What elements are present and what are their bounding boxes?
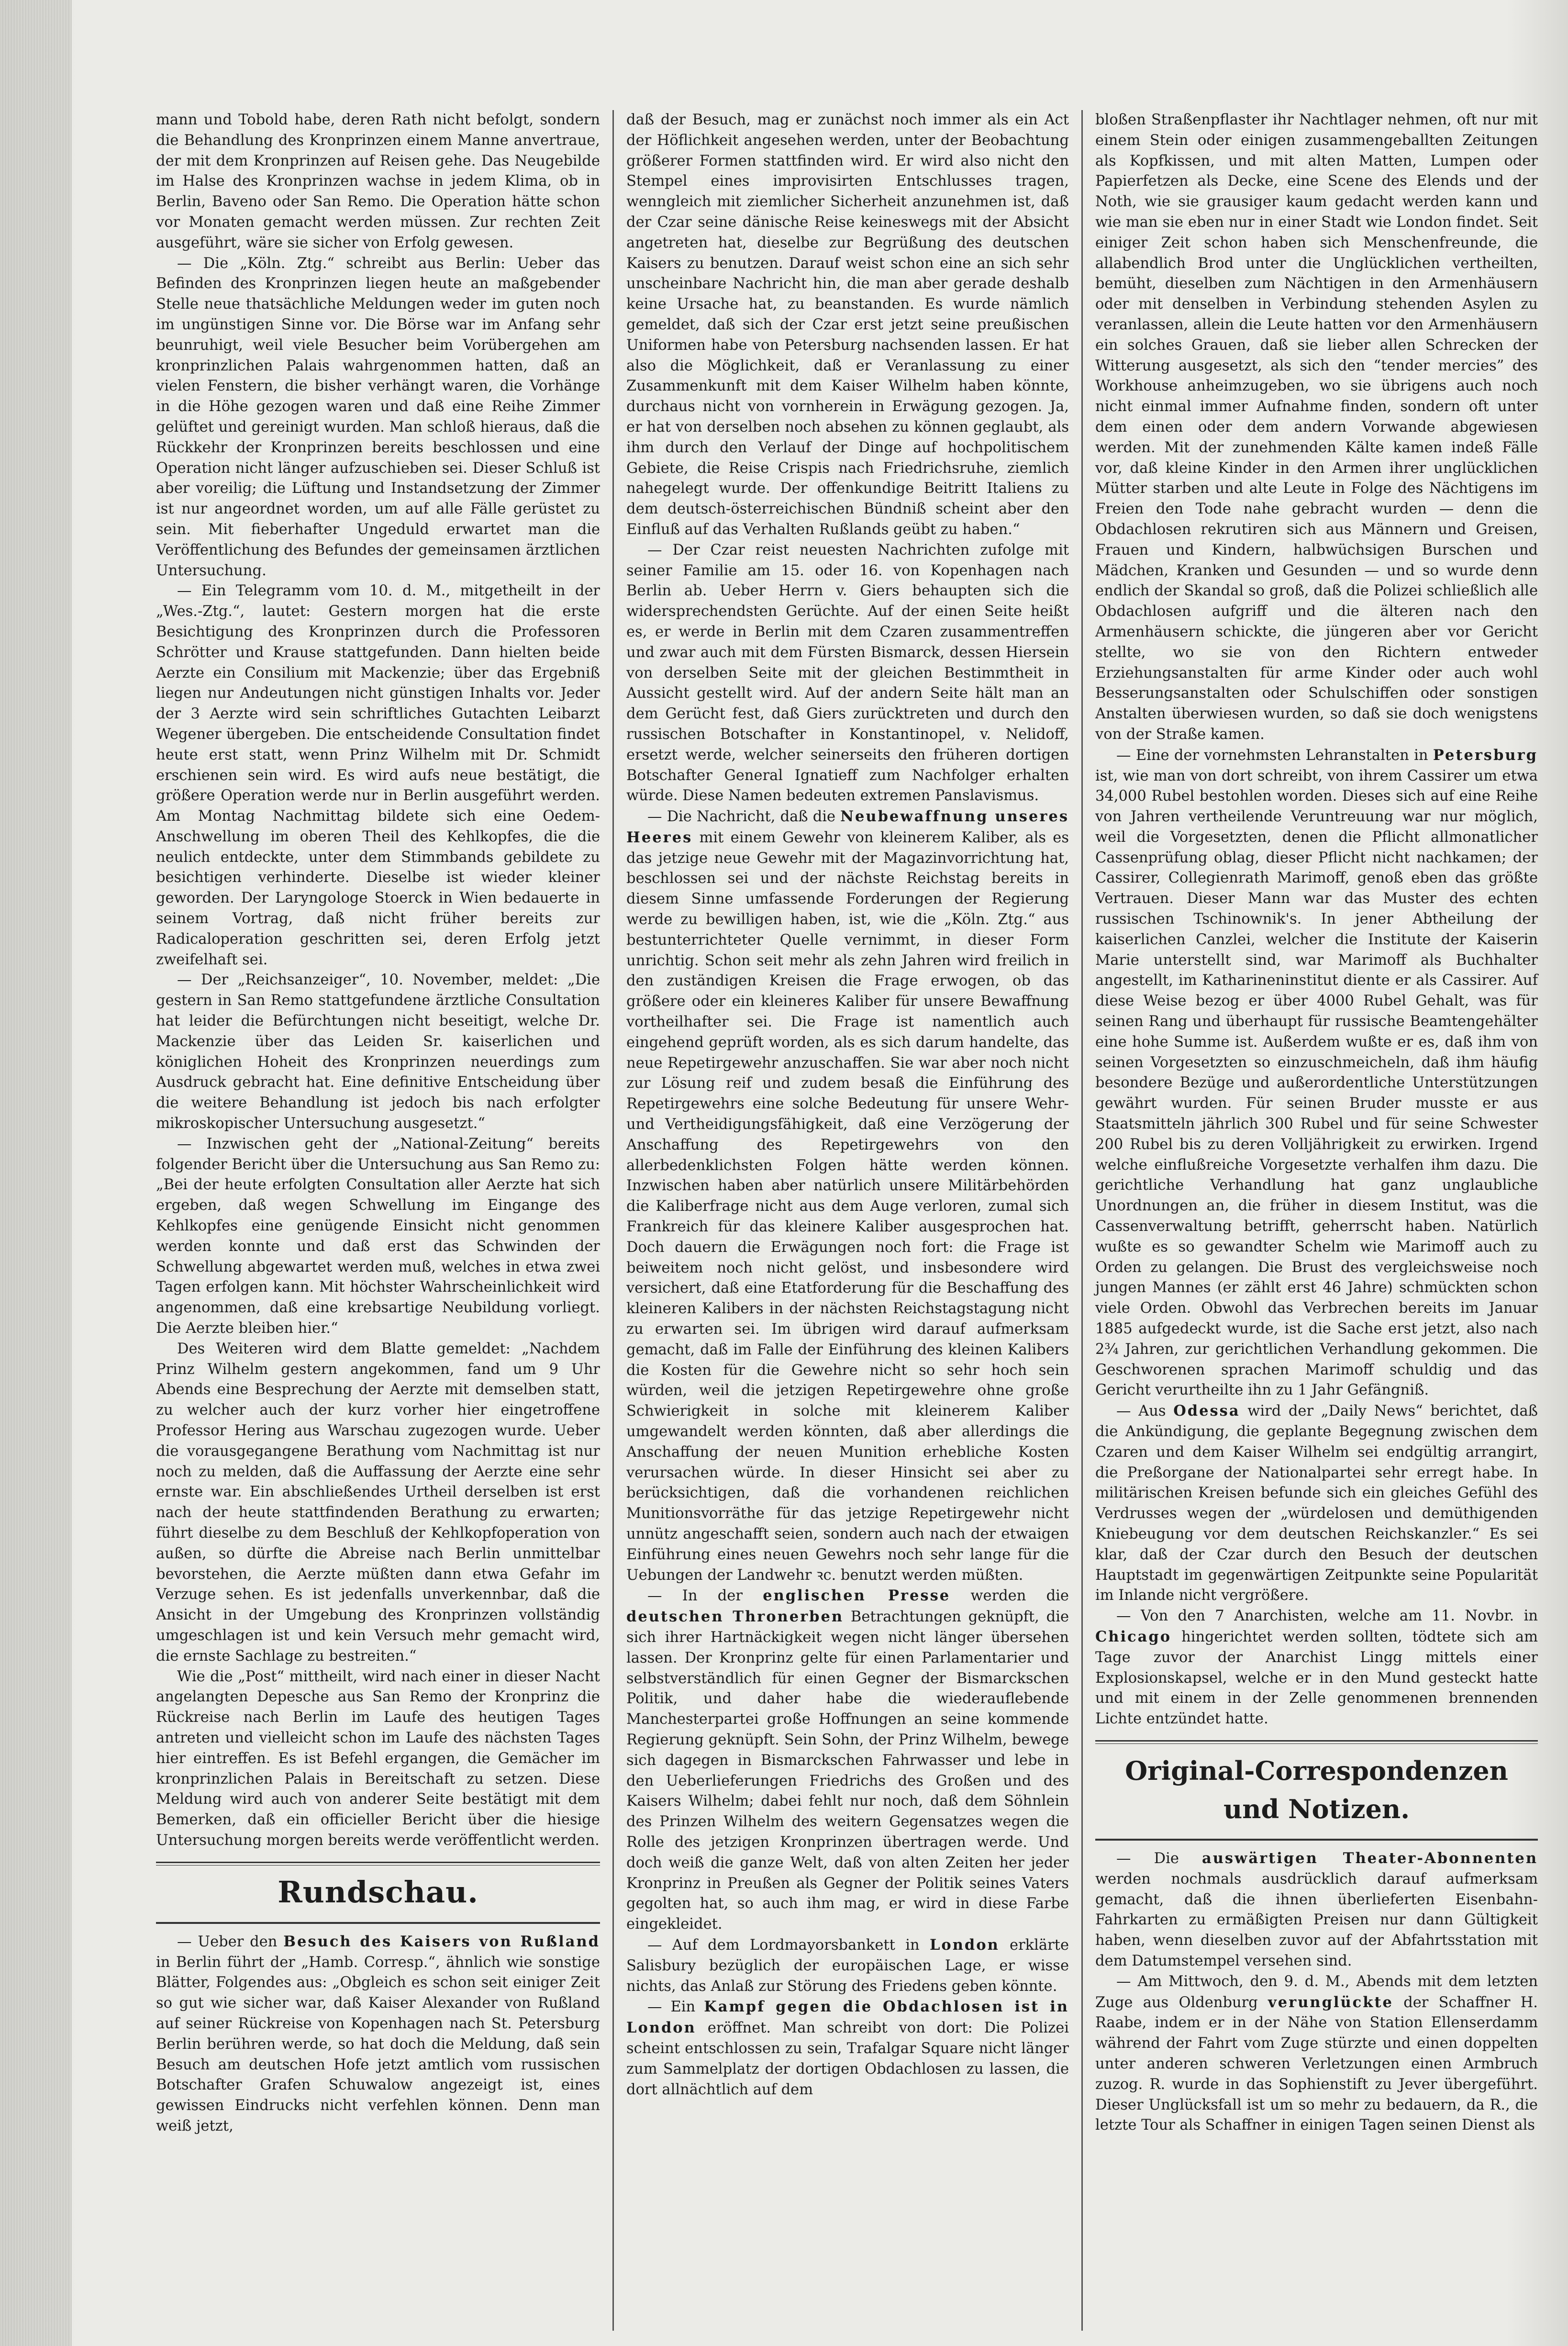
col3-p6-body: der Schaffner H. Raabe, indem er in der Nähe von Station Ellenserdamm während der Fahrt vom Zuge stürzte und einen doppelten unter anderen schweren Verletzungen einen Armbruch zuzog. R. wurde in das Sophienstift zu Jever übergeführt. Dieser Unglücksfall ist um so mehr zu bedauern, da R., die letzte Tour als Schaffner in einigen Tagen seinen Dienst als [1095, 1994, 1538, 2134]
col3-p2-lead: — Eine der vornehmsten Lehranstalten in [1116, 747, 1433, 764]
section-title-correspondenzen: Original-Correspondenzen und Notizen. [1125, 1755, 1508, 1824]
col2-p4-lead: — In der [647, 1587, 763, 1605]
column-2 [612, 110, 1081, 2331]
col2-paragraph-5 [626, 1935, 1069, 1997]
col3-p2-body: ist, wie man von dort schreibt, von ihrem Cassirer um etwa 34,000 Rubel bestohlen worden. Dieses sich auf eine Reihe von Jahren vertheilende Veruntreuung war nur möglich, weil die Vorgesetzten, denen die Pflicht allmonatlicher Cassenprüfung oblag, dieser Pflicht nicht nachkamen; der Cassirer, Collegienrath Marimoff, genoß eben das größte Vertrauen. Dieser Mann war das Muster des echten russischen Tschinownik's. In jener Abtheilung der kaiserlichen Canzlei, welcher die Institute der Kaiserin Marie unterstellt sind, war Marimoff als Buchhalter angestellt, im Katharineninstitut diente er als Cassirer. Auf diese Weise bezog er über 4000 Rubel Gehalt, was für seinen Rang und überhaupt für russische Beamtengehälter eine hohe Summe ist. Außerdem wußte er es, daß ihm von seinen Vorgesetzten so einzuschmeicheln, daß ihm häufig besondere Bezüge und außerordentliche Unterstützungen gewährt wurden. Für seinen Bruder musste er aus Staatsmitteln jährlich 300 Rubel und für seine Schwester 200 Rubel bis zu deren Volljährigkeit zu erwirken. Irgend welche einflußreiche Vorgesetzte verhalfen ihm dazu. Die gerichtliche Verhandlung hat ganz unglaubliche Unordnungen an, die früher in diesem Institut, was die Cassenverwaltung betrifft, geherrscht haben. Natürlich wußte es so gewandter Schelm wie Marimoff auch zu Orden zu gelangen. Die Brust des vergleichsweise noch jungen Mannes (er zählt erst 46 Jahre) schmückten schon viele Orden. Obwohl das Verbrechen bereits im Januar 1885 aufgedeckt wurde, ist die Sache erst jetzt, also nach 2¾ Jahren, zur gerichtlichen Verhandlung gekommen. Die Geschworenen sprachen Marimoff schuldig und das Gericht verurtheilte ihn zu 1 Jahr Gefängniß. [1095, 767, 1538, 1399]
col3-p3-lead: — Aus [1116, 1403, 1174, 1420]
col2-p5-highlight: London [929, 1936, 1000, 1954]
section-title-rundschau: Rundschau. [278, 1874, 478, 1910]
col2-p4-mid: werden die [950, 1587, 1069, 1605]
col1-p8-body: in Berlin führt der „Hamb. Corresp.“, ähnlich wie sonstige Blätter, Folgendes aus: „Obgleich es schon seit einiger Zeit so gut wie sicher war, daß Kaiser Alexander von Rußland auf seiner Rückreise von Kopenhagen nach St. Petersburg Berlin berühren werde, so hat doch die Meldung, daß sein Besuch am deutschen Hofe jetzt amtlich vom russischen Botschafter Grafen Schuwalow angezeigt ist, eines gewissen Eindrucks nicht verfehlen können. Denn man weiß jetzt, [156, 1954, 600, 2134]
col3-paragraph-5 [1095, 1848, 1538, 1972]
col3-p5-highlight: auswärtigen Theater-Abonnenten [1201, 1849, 1538, 1867]
col2-paragraph-1: daß der Besuch, mag er zunächst noch immer als ein Act der Höflichkeit angesehen werden, unter der Beobachtung größerer Formen stattfinden wird. Er wird also nicht den Stempel eines improvisirten Entschlusses tragen, wenngleich mit ziemlicher Sicherheit anzunehmen ist, daß der Czar seine dänische Reise keineswegs mit der Absicht angetreten hat, dieselbe zur Begrüßung des deutschen Kaisers zu benutzen. Darauf weist schon eine an sich sehr unscheinbare Nachricht hin, die man aber gerade deshalb keine Ursache hat, zu beanstanden. Es wurde nämlich gemeldet, daß sich der Czar erst jetzt seine preußischen Uniformen habe von Petersburg nachsenden lassen. Er hat also die Möglichkeit, daß er Veranlassung zu einer Zusammenkunft mit dem Kaiser Wilhelm haben könnte, durchaus nicht von vornherein in Erwägung gezogen. Ja, er hat von derselben noch absehen zu können geglaubt, als ihm durch den Verlauf der Dinge auf hochpolitischem Gebiete, die Reise Crispis nach Friedrichsruhe, ziemlich nahegelegt wurde. Der offenkundige Beitritt Italiens zu dem deutsch-österreichischen Bündniß scheint aber den Einfluß auf das Verhalten Rußlands geübt zu haben.“ [626, 112, 1069, 538]
col3-paragraph-3 [1095, 1401, 1538, 1606]
col3-p3-highlight: Odessa [1173, 1402, 1240, 1420]
col3-paragraph-6 [1095, 1972, 1538, 2136]
col2-p3-body: mit einem Gewehr von kleinerem Kaliber, als es das jetzige neue Gewehr mit der Magazinvorrichtung hat, beschlossen sei und der nächste Reichstag bereits in diesem Sinne umfassende Forderungen der Regierung werde zu bewilligen haben, ist, wie die „Köln. Ztg.“ aus bestunterrichteter Quelle vernimmt, in dieser Form unrichtig. Schon seit mehr als zehn Jahren wird freilich in den zuständigen Kreisen die Frage erwogen, ob das größere oder ein kleineres Kaliber für unsere Bewaffnung vortheilhafter sei. Die Frage ist namentlich auch eingehend geprüft worden, als es sich darum handelte, das neue Repetirgewehr anzuschaffen. Sie war aber noch nicht zur Lösung reif und zudem besaß die Einführung des Repetirgewehrs eine solche Bedeutung für unsere Wehr- und Vertheidigungsfähigkeit, daß eine Verzögerung der Anschaffung des Repetirgewehrs von den allerbedenklichsten Folgen hätte werden können. Inzwischen haben aber natürlich unsere Militärbehörden die Kaliberfrage nicht aus dem Auge verloren, zumal sich Frankreich für das kleinere Kaliber ausgesprochen hat. Doch dauern die Erwägungen noch fort: die Frage ist beiweitem noch nicht gelöst, und insbesondere wird versichert, daß eine Etatforderung für die Beschaffung des kleineren Kalibers in der nächsten Reichstagstagung nicht zu erwarten sei. Im übrigen wird darauf aufmerksam gemacht, daß im Falle der Einführung des kleinen Kalibers die Kosten für die Gewehre nicht so sehr hoch sein würden, weil die jetzigen Repetirgewehre ohne große Schwierigkeit in solche mit kleinerem Kaliber umgewandelt werden könnten, daß aber allerdings die Anschaffung der neuen Munition erhebliche Kosten verursachen würde. In dieser Hinsicht sei aber zu berücksichtigen, daß die vorhandenen reichlichen Munitionsvorräthe für das jetzige Repetirgewehr nicht unnütz angeschafft seien, sondern auch nach der etwaigen Einführung eines neuen Gewehrs noch sehr lange für die Uebungen der Landwehr ꝛc. benutzt werden müßten. [626, 829, 1069, 1584]
col1-p8-lead: — Ueber den [177, 1933, 284, 1950]
col3-p5-lead: — Die [1116, 1850, 1202, 1867]
col2-p6-lead: — Ein [647, 1999, 704, 2016]
col1-paragraph-1: mann und Tobold habe, deren Rath nicht befolgt, sondern die Behandlung des Kronprinzen einem Manne anvertraue, der mit dem Kronprinzen auf Reisen gehe. Das Neugebilde im Halse des Kronprinzen wachse in jedem Klima, ob in Berlin, Baveno oder San Remo. Die Operation hätte schon vor Monaten gemacht werden müssen. Zur rechten Zeit ausgeführt, wäre sie sicher von Erfolg gewesen. [156, 112, 600, 251]
col2-p4-body: Betrachtungen geknüpft, die sich ihrer Hartnäckigkeit wegen nicht länger übersehen lassen. Der Kronprinz gelte für einen Parlamentarier und selbstverständlich für einen Gegner der Bismarckschen Politik, und daher habe die wiederauflebende Manchesterpartei große Hoffnungen an seine kommende Regierung geknüpft. Sein Sohn, der Prinz Wilhelm, bewege sich dagegen in Bismarckschen Fahrwasser und lebe in den Ueberlieferungen Friedrichs des Großen und des Kaisers Wilhelm; dabei fehlt nur noch, daß dem Söhnlein des Prinzen Wilhelm des weitern Gegensatzes wegen die Rolle des jetzigen Kronprinzen übertragen werde. Und doch weiß die ganze Welt, daß von alten Zeiten her jeder Kronprinz in Preußen als Gegner der Politik seines Vaters gegolten hat, so auch ihm mag, er wird in diese Farbe eingekleidet. [626, 1609, 1069, 1933]
col2-p6-body: eröffnet. Man schreibt von dort: Die Polizei scheint entschlossen zu sein, Trafalgar Square nicht länger zum Sammelplatz der dortigen Obdachlosen zu lassen, die dort allnächtlich auf dem [626, 2020, 1069, 2098]
col1-paragraph-8 [156, 1932, 600, 2137]
col3-p4-lead: — Von den 7 Anarchisten, welche am 11. Novbr. in [1116, 1608, 1538, 1625]
section-title-underline [156, 1922, 600, 1924]
section-divider [156, 1862, 600, 1866]
col1-paragraph-6: Des Weiteren wird dem Blatte gemeldet: „Nachdem Prinz Wilhelm gestern angekommen, fand um 9 Uhr Abends eine Besprechung der Aerzte mit demselben statt, zu welcher auch der kurz vorher hier eingetroffene Professor Hering aus Warschau zugezogen wurde. Ueber die vorausgegangene Berathung vom Nachmittag ist nur noch zu melden, daß die Auffassung der Aerzte eine sehr ernste war. Ein abschließendes Urtheil derselben ist erst nach der heute stattfindenden Berathung zu erwarten; führt dieselbe zu dem Beschluß der Kehlkopfoperation von außen, so dürfte die Abreise nach Berlin unmittelbar bevorstehen, die Aerzte müßten dann etwa Gefahr im Verzuge sehen. Es ist jedenfalls unverkennbar, daß die Ansicht in der Umgebung des Kronprinzen vollständig umgeschlagen ist und kein Versuch mehr gemacht wird, die ernste Sachlage zu bestreiten.“ [156, 1340, 600, 1665]
col3-paragraph-4 [1095, 1606, 1538, 1730]
col3-p4-body: hingerichtet werden sollten, tödtete sich am Tage zuvor der Anarchist Lingg mittels einer Explosionskapsel, welche er in den Mund gesteckt hatte und mit einem in der Zelle genommenen brennenden Lichte entzündet hatte. [1095, 1628, 1538, 1728]
col2-p3-highlight: Neubewaffnung unseres Heeres [626, 808, 1069, 846]
column-1 [144, 110, 612, 2331]
col2-p5-body: erklärte Salisbury bezüglich der europäischen Lage, er wisse nichts, das Anlaß zur Störung des Friedens geben könnte. [626, 1936, 1069, 1995]
col1-paragraph-4: — Der „Reichsanzeiger“, 10. November, meldet: „Die gestern in San Remo stattgefundene ärztliche Consultation hat leider die Befürchtungen nicht beseitigt, welche Dr. Mackenzie über das Leiden Sr. kaiserlichen und königlichen Hoheit des Kronprinzen neuerdings zum Ausdruck gebracht hat. Eine definitive Entscheidung über die weitere Behandlung ist jedoch bis nach erfolgter mikroskopischer Untersuchung ausgesetzt.“ [156, 972, 600, 1132]
col3-p6-highlight: verunglückte [1268, 1993, 1393, 2011]
col3-paragraph-1: bloßen Straßenpflaster ihr Nachtlager nehmen, oft nur mit einem Stein oder einigen zusammengeballten Zeitungen als Kopfkissen, und mit alten Matten, Lumpen oder Papierfetzen als Decke, eine Scene des Elends und der Noth, wie sie grausiger kaum gedacht werden kann und wie man sie eben nur in einer Stadt wie London findet. Seit einiger Zeit schon haben sich Menschenfreunde, die allabendlich Brod unter die Unglücklichen vertheilten, bemüht, dieselben zum Nächtigen in den Armenhäusern oder mit denselben in Verbindung stehenden Asylen zu veranlassen, allein die Leute hatten vor den Armenhäusern ein solches Grauen, daß sie lieber allen Schrecken der Witterung ausgesetzt, als sich den “tender mercies” des Workhouse anheimzugeben, wo sie übrigens auch noch nicht einmal immer Aufnahme finden, sondern oft unter dem einen oder dem andern Vorwande abgewiesen werden. Mit der zunehmenden Kälte kamen indeß Fälle vor, daß kleine Kinder in den Armen ihrer unglücklichen Mütter starben und alte Leute in Folge des Nächtigens im Freien den Tode nahe gebracht wurden — denn die Obdachlosen rekrutiren sich aus Männern und Greisen, Frauen und Kindern, halbwüchsigen Burschen und Mädchen, Kranken und Gesunden — und so wurde denn endlich der Skandal so groß, daß die Polizei schließlich alle Obdachlosen aufgriff und die älteren nach den Armenhäusern schickte, die jüngeren aber vor Gericht stellte, wo sie von den Richtern entweder Erziehungsanstalten für arme Kinder oder auch wohl Besserungsanstalten oder Schulschiffen oder sonstigen Anstalten überwiesen wurden, so daß sie doch wenigstens von der Straße kamen. [1095, 112, 1538, 743]
col3-p2-highlight: Petersburg [1433, 746, 1538, 764]
col3-p4-highlight: Chicago [1095, 1628, 1172, 1645]
col2-p4-highlight-1: englischen Presse [763, 1587, 951, 1605]
col2-paragraph-2: — Der Czar reist neuesten Nachrichten zufolge mit seiner Familie am 15. oder 16. von Kopenhagen nach Berlin ab. Ueber Herrn v. Giers behaupten sich die widersprechendsten Gerüchte. Auf der einen Seite heißt es, er werde in Berlin mit dem Czaren zusammentreffen und zwar auch mit dem Fürsten Bismarck, dessen Hiersein von derselben Seite mit der gleichen Bestimmtheit in Aussicht gestellt wird. Auf der andern Seite hält man an dem Gerücht fest, daß Giers zurücktreten und durch den russischen Botschafter in Konstantinopel, v. Nelidoff, ersetzt werde, welcher seinerseits den früheren dortigen Botschafter General Ignatieff zum Nachfolger erhalten würde. Diese Namen bedeuten extremen Panslavismus. [626, 541, 1069, 804]
section-divider [1095, 1740, 1538, 1744]
col2-paragraph-4 [626, 1586, 1069, 1935]
col2-p4-highlight-2: deutschen Thronerben [626, 1608, 844, 1626]
col2-p3-lead: — Die Nachricht, daß die [647, 808, 841, 826]
col1-paragraph-5: — Inzwischen geht der „National-Zeitung“ bereits folgender Bericht über die Untersuchung aus San Remo zu: „Bei der heute erfolgten Consultation aller Aerzte hat sich ergeben, daß wegen Schwellung im Eingange des Kehlkopfes eine genügende Einsicht nicht genommen werden konnte und daß erst das Schwinden der Schwellung abgewartet werden muß, welches in etwa zwei Tagen erfolgen kann. Mit höchster Wahrscheinlichkeit wird angenommen, daß eine krebsartige Neubildung vorliegt. Die Aerzte bleiben hier.“ [156, 1135, 600, 1337]
col3-paragraph-2 [1095, 745, 1538, 1401]
col3-p5-body: werden nochmals ausdrücklich darauf aufmerksam gemacht, daß die ihnen überlieferten Eisenbahn-Fahrkarten zu ermäßigten Preisen nur dann Gültigkeit haben, wenn dieselben zuvor auf der Abfahrtsstation mit dem Datumstempel versehen sind. [1095, 1870, 1538, 1969]
column-3 [1081, 110, 1550, 2331]
col2-p6-highlight: Kampf gegen die Obdachlosen ist in London [626, 1998, 1069, 2037]
col2-paragraph-6 [626, 1997, 1069, 2100]
col3-p6-lead: — Am Mittwoch, den 9. d. M., Abends mit dem letzten Zuge aus Oldenburg [1095, 1973, 1538, 2011]
col1-paragraph-2: — Die „Köln. Ztg.“ schreibt aus Berlin: Ueber das Befinden des Kronprinzen liegen heute an maßgebender Stelle neue thatsächliche Meldungen weder im guten noch im ungünstigen Sinne vor. Die Börse war im Anfang sehr beunruhigt, weil viele Besucher beim Vorübergehen am kronprinzlichen Palais wahrgenommen hatten, daß an vielen Fenstern, die bisher verhängt waren, die Vorhänge in die Höhe gezogen waren und daß eine Reihe Zimmer gelüftet und gereinigt wurden. Man schloß hieraus, daß die Rückkehr der Kronprinzen bereits beschlossen und eine Operation nicht länger aufzuschieben sei. Dieser Schluß ist aber voreilig; die Lüftung und Instandsetzung der Zimmer ist nur angeordnet worden, um auf alle Fälle gerüstet zu sein. Mit fieberhafter Ungeduld erwartet man die Veröffentlichung des Befundes der gemeinsamen ärztlichen Untersuchung. [156, 255, 600, 579]
col1-paragraph-7: Wie die „Post“ mittheilt, wird nach einer in dieser Nacht angelangten Depesche aus San Remo der Kronprinz die Rückreise nach Berlin im Laufe des heutigen Tages antreten und vielleicht schon im Laufe des nächsten Tages hier eintreffen. Es ist Befehl ergangen, die Gemächer im kronprinzlichen Palais in Bereitschaft zu setzen. Diese Meldung wird auch von anderer Seite bestätigt mit dem Bemerken, daß ein officieller Bericht über die hiesige Untersuchung morgen bereits werde veröffentlicht werden. [156, 1668, 600, 1849]
section-title-underline [1095, 1839, 1538, 1841]
col1-p8-highlight: Besuch des Kaisers von Rußland [283, 1933, 600, 1950]
col2-p5-lead: — Auf dem Lordmayorsbankett in [647, 1936, 930, 1954]
col2-paragraph-3 [626, 806, 1069, 1586]
newspaper-page [144, 110, 1550, 2331]
col3-p3-body: wird der „Daily News“ berichtet, daß die Ankündigung, die geplante Begegnung zwischen dem Czaren und dem Kaiser Wilhelm sei endgültig arrangirt, die Preßorgane der Nationalpartei sehr erregt habe. In militärischen Kreisen befunde sich ein gleiches Gefühl des Verdrusses wegen der „würdelosen und demüthigenden Kniebeugung vor dem deutschen Reichskanzler.“ Es sei klar, daß der Czar durch den Besuch der deutschen Hauptstadt im gegenwärtigen Zeitpunkte seine Popularität im Inlande nicht vergrößere. [1095, 1403, 1538, 1604]
book-binding-edge [0, 0, 72, 2346]
col1-paragraph-3: — Ein Telegramm vom 10. d. M., mitgetheilt in der „Wes.-Ztg.“, lautet: Gestern morgen hat die erste Besichtigung des Kronprinzen durch die Professoren Schrötter und Krause stattgefunden. Dann hielten beide Aerzte ein Consilium mit Mackenzie; über das Ergebniß liegen nur Andeutungen nicht günstigen Inhalts vor. Jeder der 3 Aerzte wird sein schriftliches Gutachten Leibarzt Wegener übergeben. Die entscheidende Consultation findet heute erst statt, wenn Prinz Wilhelm mit Dr. Schmidt erschienen sein wird. Es wird aufs neue bestätigt, die größere Operation werde nur in Berlin ausgeführt werden. Am Montag Nachmittag bildete sich eine Oedem-Anschwellung im oberen Theil des Kehlkopfes, die die neulich entdeckte, unter dem Stimmbands gebildete zu besichtigen verhinderte. Dieselbe ist wieder kleiner geworden. Der Laryngologe Stoerck in Wien bedauerte in seinem Vortrag, daß nicht früher bereits zur Radicaloperation geschritten sei, deren Erfolg jetzt zweifelhaft sei. [156, 582, 600, 968]
